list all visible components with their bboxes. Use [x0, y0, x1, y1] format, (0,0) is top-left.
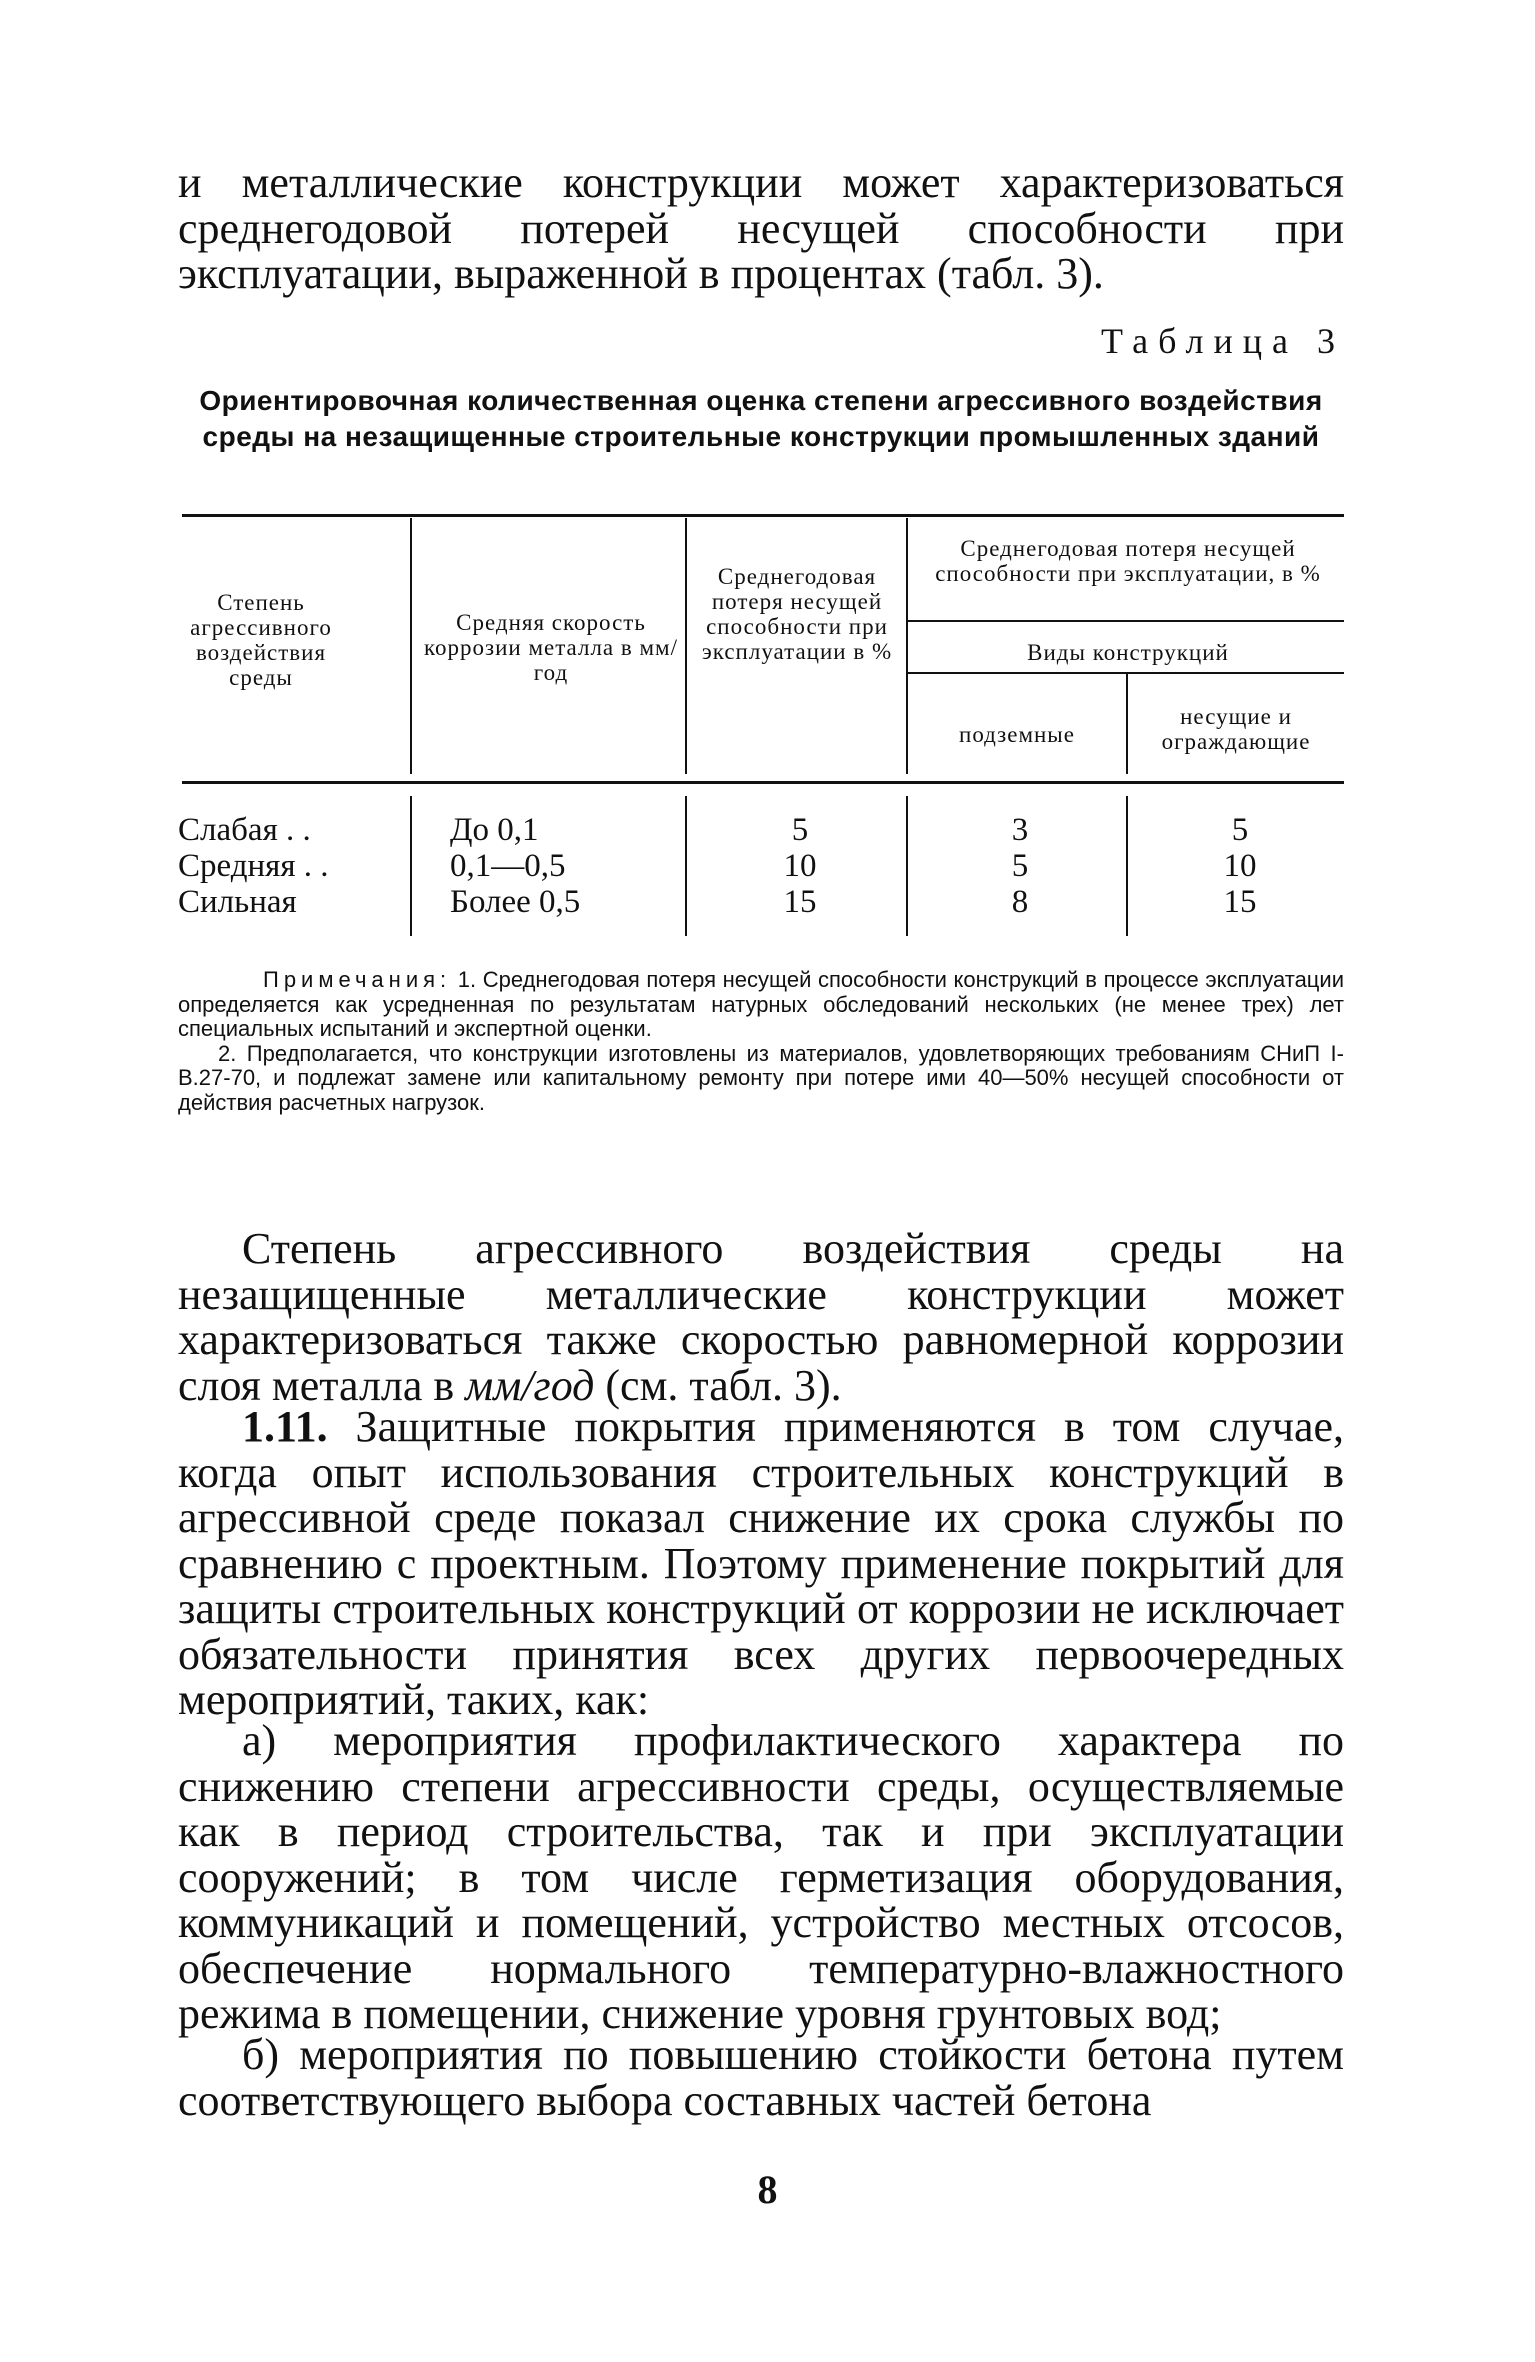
body-divider-4 [1126, 796, 1128, 936]
table-cell: 5 [1011, 848, 1029, 884]
table-title: Ориентировочная количественная оценка степени агрессивного воздействия среды на незащищенные строительные конструкции промышленных зданий [199, 385, 1323, 452]
table-cell: Слабая . . [178, 812, 311, 848]
header-degree: Степень агрессивного воздействия среды [190, 590, 332, 690]
table-cell: Средняя . . [178, 848, 329, 884]
intro-paragraph: и металлические конструкции может характеризоваться среднегодовой потерей несущей способности при эксплуатации, выраженной в процентах (табл. 3). [178, 158, 1344, 298]
table-header-rule [182, 781, 1344, 784]
column-divider-1 [410, 518, 412, 774]
body-paragraph-3: а) мероприятия профилактического характера по снижению степени агрессивности среды, осуществляемые как в период строительства, так и при эксплуатации сооружений; в том числе герметизация оборудования, коммуникаций и помещений, устройство местных отсосов, обеспечение нормального температурно-влажностного режима в помещении, снижение уровня грунтовых вод; [178, 1716, 1344, 2038]
table-notes [178, 968, 1344, 1115]
notes-label: Примечания: [263, 967, 452, 992]
table-top-rule [182, 514, 1344, 517]
column-divider-2 [685, 518, 687, 774]
header-rate: Средняя скорость коррозии металла в мм/год [424, 610, 678, 685]
body-paragraph-2 [178, 1404, 1344, 1723]
table-cell: 10 [783, 848, 817, 884]
column-divider-4 [1126, 674, 1128, 774]
table-cell: 10 [1223, 848, 1257, 884]
p1-unit: мм/год [465, 1360, 595, 1410]
table-cell: 8 [1011, 884, 1029, 920]
page-number: 8 [757, 2167, 778, 2212]
body-divider-3 [906, 796, 908, 936]
header-underground: подземные [959, 722, 1075, 747]
header-avg-loss: Среднегодовая потеря несущей способности при эксплуатации в % [701, 564, 893, 664]
table-cell: 0,1—0,5 [450, 848, 566, 884]
p2-text: Защитные покрытия применяются в том случае, когда опыт использования строительных конструкций в агрессивной среде показал снижение их срока службы по сравнению с проектным. Поэтому применение покрытий для защиты строительных конструкций от коррозии не исключает обязательности принятия всех других первоочередных мероприятий, таких, как: [178, 1402, 1344, 1724]
body-divider-1 [410, 796, 412, 936]
p1-end: (см. табл. 3). [594, 1360, 842, 1410]
table-cell: 5 [1231, 812, 1249, 848]
group-sub-rule-1 [908, 620, 1344, 622]
p1-start: Степень агрессивного воздействия среды на незащищенные металлические конструкции может характеризоваться также скоростью равномерной коррозии слоя металла в [178, 1224, 1344, 1410]
table-cell: 15 [783, 884, 817, 920]
header-group-loss: Среднегодовая потеря несущей способности при эксплуатации, в % [935, 536, 1321, 586]
body-divider-2 [685, 796, 687, 936]
table-cell: Более 0,5 [450, 884, 581, 920]
note-1: 1. Среднегодовая потеря несущей способности конструкций в процессе эксплуатации определяется как усредненная по результатам натурных обследований нескольких (не менее трех) лет специальных испытаний и экспертной оценки. [178, 967, 1344, 1041]
table-label: Таблица 3 [1101, 321, 1345, 361]
table-cell: 15 [1223, 884, 1257, 920]
section-number: 1.11. [242, 1402, 328, 1451]
header-bearing: несущие и ограждающие [1161, 704, 1311, 754]
table-cell: 5 [791, 812, 809, 848]
note-2: 2. Предполагается, что конструкции изготовлены из материалов, удовлетворяющих требованиям СНиП I-В.27-70, и подлежат замене или капитальному ремонту при потере ими 40—50% несущей способности от действия расчетных нагрузок. [178, 1040, 1344, 1115]
table-cell: Сильная [178, 884, 297, 920]
header-kinds: Виды конструкций [1027, 640, 1229, 665]
column-divider-3 [906, 518, 908, 774]
table-cell: До 0,1 [450, 812, 539, 848]
body-paragraph-1 [178, 1226, 1344, 1408]
table-cell: 3 [1011, 812, 1029, 848]
body-paragraph-4: б) мероприятия по повышению стойкости бетона путем соответствующего выбора составных частей бетона [178, 2030, 1344, 2125]
